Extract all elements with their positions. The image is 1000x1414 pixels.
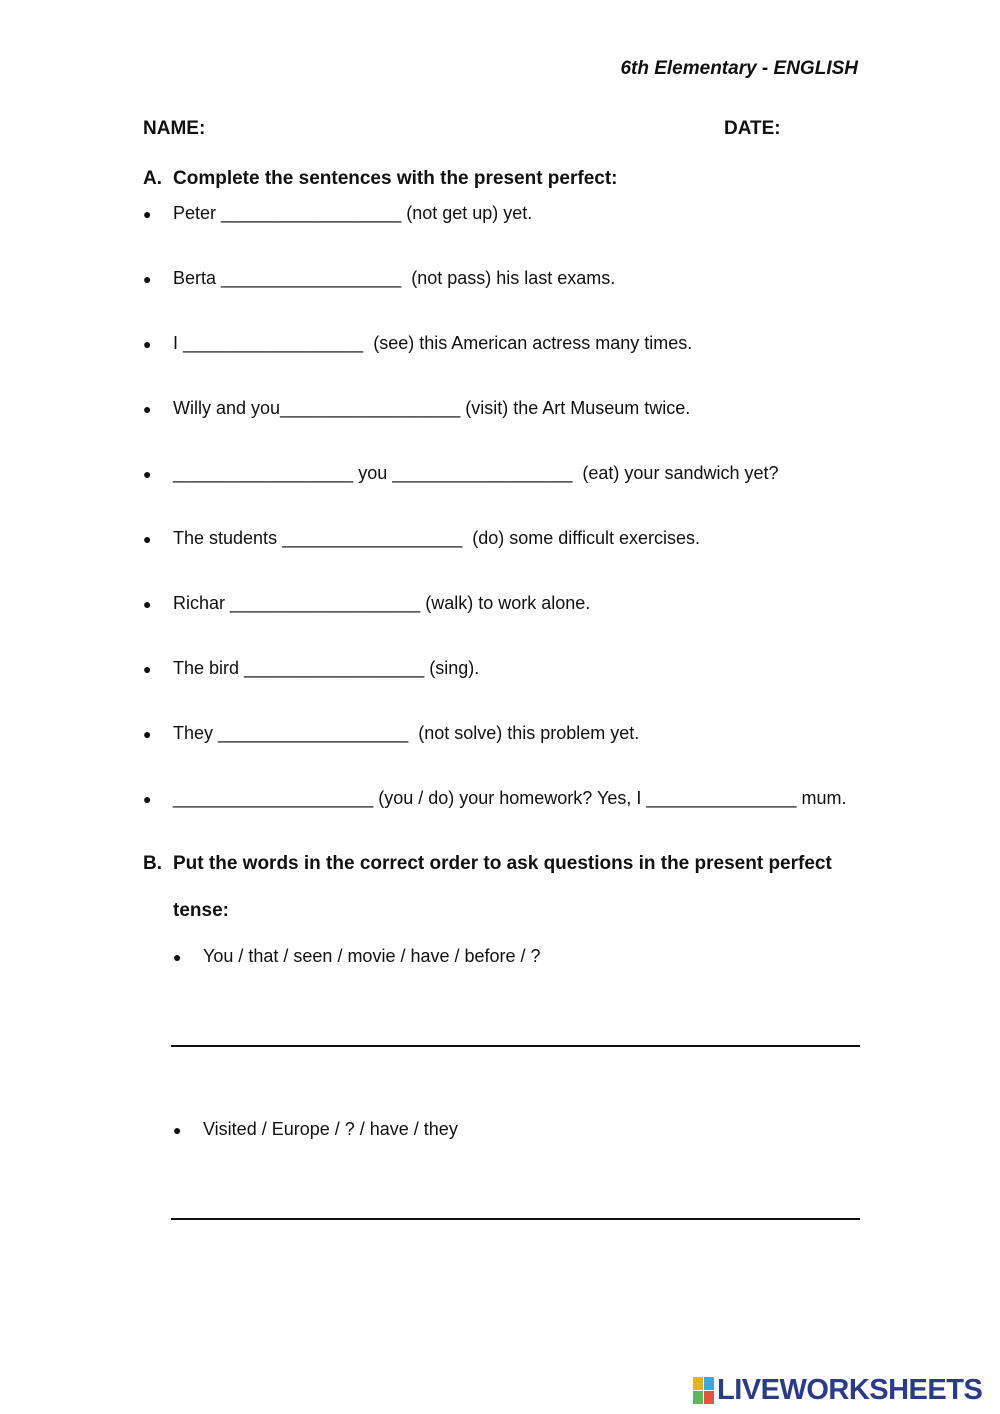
bullet-icon: ● — [143, 791, 152, 807]
bullet-icon: ● — [143, 206, 152, 222]
exercise-item: Berta __________________ (not pass) his last exams. — [173, 268, 616, 288]
exercise-item: I __________________ (see) this American actress many times. — [173, 333, 693, 353]
bullet-icon: ● — [173, 1122, 182, 1138]
scrambled-question: You / that / seen / movie / have / before / ? — [203, 946, 541, 966]
liveworksheets-logo — [693, 1374, 982, 1407]
bullet-icon: ● — [143, 271, 152, 287]
bullet-icon: ● — [143, 531, 152, 547]
exercise-item: ____________________ (you / do) your homework? Yes, I _______________ mum. — [173, 788, 847, 808]
logo-text: LIVEWORKSHEETS — [717, 1374, 983, 1406]
bullet-icon: ● — [143, 726, 152, 742]
bullet-icon: ● — [143, 661, 152, 677]
section-b-letter: B. — [143, 853, 162, 874]
exercise-item: The bird __________________ (sing). — [173, 658, 480, 678]
name-label: NAME: — [143, 118, 206, 139]
bullet-icon: ● — [143, 336, 152, 352]
bullet-icon: ● — [143, 596, 152, 612]
bullet-icon: ● — [143, 466, 152, 482]
bullet-icon: ● — [173, 949, 182, 965]
exercise-item: Willy and you__________________ (visit) the Art Museum twice. — [173, 398, 691, 418]
answer-line[interactable] — [171, 1218, 860, 1220]
date-label: DATE: — [724, 118, 781, 139]
answer-line[interactable] — [171, 1045, 860, 1047]
section-b-instruction-cont: tense: — [173, 900, 229, 921]
exercise-item: The students __________________ (do) some difficult exercises. — [173, 528, 701, 548]
scrambled-question: Visited / Europe / ? / have / they — [203, 1119, 458, 1139]
section-b-instruction: Put the words in the correct order to ask questions in the present perfect — [173, 853, 832, 874]
exercise-item: Richar ___________________ (walk) to work alone. — [173, 593, 591, 613]
exercise-item: They ___________________ (not solve) this problem yet. — [173, 723, 640, 743]
section-a-letter: A. — [143, 168, 162, 189]
exercise-item: Peter __________________ (not get up) yet. — [173, 203, 533, 223]
bullet-icon: ● — [143, 401, 152, 417]
exercise-item: __________________ you __________________ (eat) your sandwich yet? — [173, 463, 779, 483]
logo-mark-icon — [693, 1377, 714, 1404]
worksheet-title: 6th Elementary - ENGLISH — [620, 58, 858, 79]
section-a-instruction: Complete the sentences with the present perfect: — [173, 168, 618, 189]
